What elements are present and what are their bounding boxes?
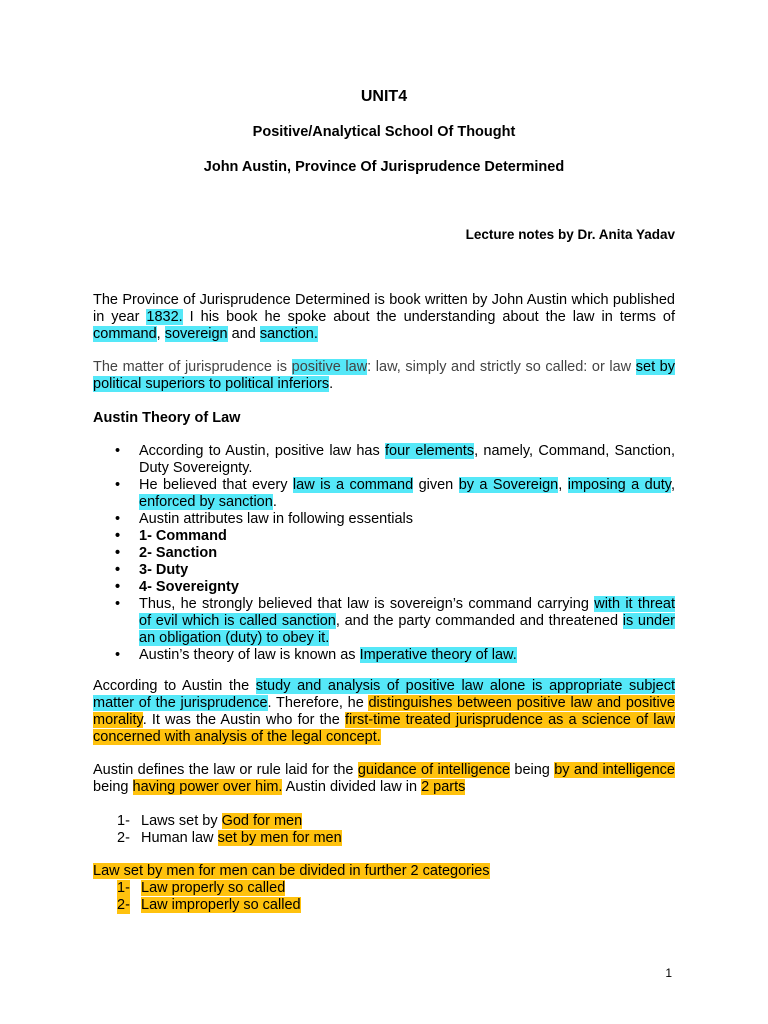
text: : law, simply and strictly so called: or law — [367, 359, 636, 375]
bullet: • — [115, 596, 121, 612]
highlight: by and intelligence — [554, 762, 675, 778]
text: I his book he spoke about the understanding about the law in terms of — [182, 309, 676, 325]
highlight: Law improperly so called — [141, 897, 301, 913]
categories-list — [117, 880, 301, 914]
bullet: • — [115, 647, 121, 663]
text: Laws set by — [141, 813, 222, 829]
list-item — [93, 647, 675, 664]
list-item — [117, 880, 301, 897]
subtitle-book: John Austin, Province Of Jurisprudence Determined — [203, 159, 565, 175]
text: 3- Duty — [139, 562, 189, 578]
highlight: is under an obligation (duty) to obey it. — [139, 613, 675, 646]
page-title: UNIT4 — [360, 88, 408, 105]
list-item — [117, 830, 342, 847]
highlight: 1832. — [146, 309, 183, 325]
text: 4- Sovereignty — [139, 579, 239, 595]
bullet: • — [115, 545, 121, 561]
text: 1- Command — [139, 528, 227, 544]
text: , — [558, 477, 568, 493]
text: being — [93, 779, 133, 795]
highlight: study and analysis of positive law alone is appropriate subject matter of the jurisprudence — [93, 678, 675, 711]
highlight: sovereign — [164, 326, 228, 342]
highlight: first-time treated jurisprudence as a science of law concerned with analysis of the legal concept. — [93, 712, 676, 745]
bullet: • — [115, 562, 121, 578]
text: Austin divided law in — [282, 779, 422, 795]
highlight: law is a command — [292, 477, 414, 493]
text: Austin defines the law or rule laid for the — [93, 762, 358, 778]
highlight: command — [93, 326, 157, 342]
highlight: by a Sovereign — [458, 477, 559, 493]
text: Human law — [141, 830, 218, 846]
text: , namely, Command, Sanction, Duty Sovereignty. — [139, 443, 675, 476]
paragraph-austin — [93, 678, 675, 746]
highlight: with it threat of evil which is called sanction — [139, 596, 675, 629]
list-item — [117, 813, 342, 830]
page-number: 1 — [665, 966, 672, 980]
paragraph-intro — [93, 292, 675, 343]
highlight: Law properly so called — [141, 880, 286, 896]
bullet: • — [115, 528, 121, 544]
list-item — [93, 511, 675, 528]
theory-list — [93, 443, 675, 664]
list-item — [93, 477, 675, 511]
highlight: 2 parts — [421, 779, 466, 795]
text: , and the party commanded and threatened — [335, 613, 623, 629]
list-item — [93, 579, 675, 596]
highlight: God for men — [221, 813, 303, 829]
text: . It was the Austin who for the — [142, 712, 345, 728]
text: Austin’s theory of law is known as — [139, 647, 360, 663]
text: being — [510, 762, 555, 778]
bullet: • — [115, 579, 121, 595]
highlight: set by men for men — [217, 830, 342, 846]
text: and — [227, 326, 260, 342]
text: . Therefore, he — [267, 695, 369, 711]
list-item — [93, 443, 675, 477]
text: . — [272, 494, 277, 510]
author-credit: Lecture notes by Dr. Anita Yadav — [465, 227, 675, 242]
paragraph-categories — [93, 863, 675, 880]
item-number: 1- — [117, 880, 130, 896]
text: Austin attributes law in following essentials — [139, 511, 414, 527]
subtitle-school: Positive/Analytical School Of Thought — [252, 124, 516, 140]
text: 2- Sanction — [139, 545, 218, 561]
text: The matter of jurisprudence is — [93, 359, 292, 375]
text: The Province of Jurisprudence Determined is book written by John Austin which published in year — [93, 292, 675, 325]
text: . — [329, 376, 334, 392]
item-number: 1- — [117, 813, 130, 829]
section-heading: Austin Theory of Law — [93, 410, 241, 426]
highlight: distinguishes between positive law and positive morality — [93, 695, 675, 728]
text: , — [670, 477, 675, 493]
highlight: having power over him. — [132, 779, 283, 795]
highlight: enforced by sanction — [139, 494, 273, 510]
highlight: Imperative theory of law. — [359, 647, 517, 663]
highlight: positive law — [291, 359, 368, 375]
bullet: • — [115, 477, 121, 493]
highlight: guidance of intelligence — [357, 762, 511, 778]
list-item — [117, 897, 301, 914]
highlight: imposing a duty — [567, 477, 671, 493]
highlight: four elements — [385, 443, 475, 459]
law-types-list — [117, 813, 342, 847]
bullet: • — [115, 511, 121, 527]
text: given — [413, 477, 459, 493]
text: He believed that every — [139, 477, 293, 493]
highlight: Law set by men for men can be divided in further 2 categories — [93, 863, 490, 879]
text: According to Austin the — [93, 678, 256, 694]
list-item — [93, 596, 675, 647]
paragraph-definition — [93, 762, 675, 796]
text: Thus, he strongly believed that law is sovereign’s command carrying — [139, 596, 595, 612]
item-number: 2- — [117, 830, 130, 846]
list-item — [93, 528, 675, 545]
highlight: set by political superiors to political inferiors — [93, 359, 675, 392]
text: , — [156, 326, 165, 342]
item-number: 2- — [117, 897, 130, 913]
list-item — [93, 545, 675, 562]
list-item — [93, 562, 675, 579]
text: According to Austin, positive law has — [139, 443, 385, 459]
paragraph-matter — [93, 359, 675, 393]
highlight: sanction. — [259, 326, 318, 342]
bullet: • — [115, 443, 121, 459]
